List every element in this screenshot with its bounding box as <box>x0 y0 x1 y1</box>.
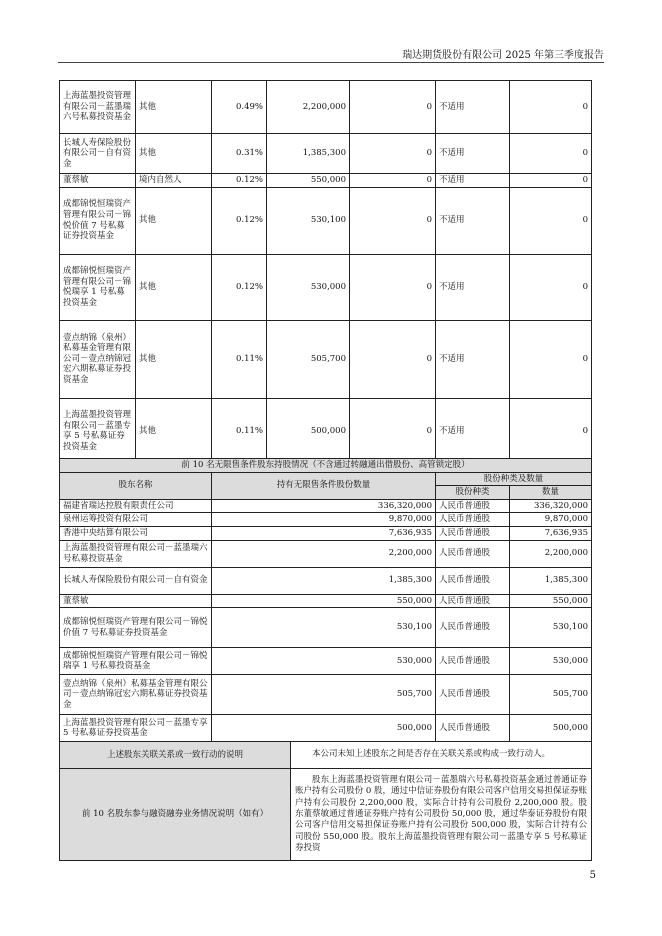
unrestricted-shares: 9,870,000 <box>212 513 436 527</box>
holder-name: 长城人寿保险股份有限公司－自有资金 <box>60 567 212 594</box>
unrestricted-shares: 505,700 <box>212 675 436 715</box>
holder-pct: 0.12% <box>212 254 267 320</box>
share-qty: 9,870,000 <box>510 513 592 527</box>
share-qty: 500,000 <box>510 715 592 742</box>
col-unrestricted-shares: 持有无限售条件股份数量 <box>212 472 436 499</box>
table-row <box>60 675 592 715</box>
holder-type: 境内自然人 <box>136 174 212 188</box>
holder-name: 董蔡敏 <box>60 594 212 608</box>
holder-type: 其他 <box>136 134 212 174</box>
share-qty: 7,636,935 <box>510 526 592 540</box>
restricted-shares: 0 <box>350 398 436 464</box>
table-row <box>60 254 592 320</box>
unrestricted-shares: 530,100 <box>212 608 436 648</box>
section-title-row <box>60 459 592 473</box>
table-row <box>60 499 592 513</box>
page-header <box>58 46 604 63</box>
holder-type: 其他 <box>136 81 212 134</box>
share-class: 人民币普通股 <box>436 675 510 715</box>
restricted-shares: 0 <box>350 81 436 134</box>
col-share-qty: 数量 <box>510 486 592 500</box>
table-row <box>60 594 592 608</box>
table-row <box>60 174 592 188</box>
table-row <box>60 513 592 527</box>
share-qty: 2,200,000 <box>510 540 592 567</box>
share-qty: 530,100 <box>510 608 592 648</box>
col-class-group: 股份种类及数量 <box>436 472 592 486</box>
holder-name: 福建省瑞达控股有限责任公司 <box>60 499 212 513</box>
holder-type: 其他 <box>136 254 212 320</box>
pledge-status: 不适用 <box>436 187 510 254</box>
share-class: 人民币普通股 <box>436 648 510 675</box>
holder-name: 成都锦悦恒瑞资产管理有限公司－锦悦价值 7 号私募证券投资基金 <box>60 608 212 648</box>
pledge-qty: 0 <box>510 398 592 464</box>
top-holders-table <box>59 80 592 465</box>
holder-shares: 2,200,000 <box>267 81 350 134</box>
share-qty: 530,000 <box>510 648 592 675</box>
margin-trading-text: 股东上海蓝墨投资管理有限公司－蓝墨瑞六号私募投资基金通过普通证券账户持有公司股份 0 股，通过中信证券股份有限公司客户信用交易担保证券账户持有公司股份 2,200,000 股，实际合计持有公司股份 2,200,000 股。股东董蔡敏通过普通证券账户持有公司股份 50,000 股，通过华泰证券股份有限公司客户信用交易担保证券账户持有公司股份 500,000 股，实际合计持有公司股份 550,000 股。股东上海蓝墨投资管理有限公司－蓝墨专享 5 号私募证券投资 <box>291 769 592 861</box>
holder-name: 上海蓝墨投资管理有限公司－蓝墨专享 5 号私募证券投资基金 <box>60 715 212 742</box>
col-holder-name: 股东名称 <box>60 472 212 499</box>
table-row <box>60 398 592 464</box>
share-qty: 1,385,300 <box>510 567 592 594</box>
restricted-shares: 0 <box>350 187 436 254</box>
share-class: 人民币普通股 <box>436 540 510 567</box>
restricted-shares: 0 <box>350 320 436 398</box>
holder-type: 其他 <box>136 398 212 464</box>
holder-name: 成都锦悦恒瑞资产管理有限公司－锦悦价值 7 号私募证券投资基金 <box>60 187 136 254</box>
table-row <box>60 608 592 648</box>
unrestricted-shares: 1,385,300 <box>212 567 436 594</box>
holder-pct: 0.49% <box>212 81 267 134</box>
table-row <box>60 567 592 594</box>
holder-shares: 505,700 <box>267 320 350 398</box>
margin-trading-label: 前 10 名股东参与融资融券业务情况说明（如有） <box>60 769 291 861</box>
holder-name: 成都锦悦恒瑞资产管理有限公司－锦悦瑞享 1 号私募投资基金 <box>60 254 136 320</box>
holder-type: 其他 <box>136 320 212 398</box>
holder-name: 成都锦悦恒瑞资产管理有限公司－锦悦瑞享 1 号私募投资基金 <box>60 648 212 675</box>
share-class: 人民币普通股 <box>436 513 510 527</box>
table-row <box>60 648 592 675</box>
table-row <box>60 715 592 742</box>
related-parties-row <box>60 742 592 769</box>
unrestricted-holders-table <box>59 458 592 861</box>
holder-name: 泉州运筹投资有限公司 <box>60 513 212 527</box>
holder-shares: 530,100 <box>267 187 350 254</box>
holder-name: 香港中央结算有限公司 <box>60 526 212 540</box>
holder-pct: 0.12% <box>212 187 267 254</box>
col-share-class: 股份种类 <box>436 486 510 500</box>
holder-name: 壹点纳锦（泉州）私募基金管理有限公司－壹点纳锦冠宏六期私募证券投资基金 <box>60 675 212 715</box>
holder-name: 上海蓝墨投资管理有限公司－蓝墨瑞六号私募投资基金 <box>60 540 212 567</box>
pledge-status: 不适用 <box>436 398 510 464</box>
share-qty: 550,000 <box>510 594 592 608</box>
pledge-status: 不适用 <box>436 81 510 134</box>
share-class: 人民币普通股 <box>436 499 510 513</box>
restricted-shares: 0 <box>350 134 436 174</box>
holder-name: 上海蓝墨投资管理有限公司－蓝墨瑞六号私募投资基金 <box>60 81 136 134</box>
share-class: 人民币普通股 <box>436 715 510 742</box>
pledge-status: 不适用 <box>436 320 510 398</box>
pledge-status: 不适用 <box>436 254 510 320</box>
table-row <box>60 526 592 540</box>
holder-shares: 550,000 <box>267 174 350 188</box>
unrestricted-shares: 2,200,000 <box>212 540 436 567</box>
holder-name: 上海蓝墨投资管理有限公司－蓝墨专享 5 号私募证券投资基金 <box>60 398 136 464</box>
unrestricted-shares: 7,636,935 <box>212 526 436 540</box>
section-title: 前 10 名无限售条件股东持股情况（不含通过转融通出借股份、高管锁定股） <box>60 459 592 473</box>
share-class: 人民币普通股 <box>436 526 510 540</box>
pledge-status: 不适用 <box>436 174 510 188</box>
share-class: 人民币普通股 <box>436 594 510 608</box>
share-qty: 505,700 <box>510 675 592 715</box>
table-row <box>60 81 592 134</box>
pledge-qty: 0 <box>510 134 592 174</box>
holder-name: 壹点纳锦（泉州）私募基金管理有限公司－壹点纳锦冠宏六期私募证券投资基金 <box>60 320 136 398</box>
pledge-qty: 0 <box>510 254 592 320</box>
share-class: 人民币普通股 <box>436 567 510 594</box>
holder-name: 董蔡敏 <box>60 174 136 188</box>
margin-trading-row <box>60 769 592 861</box>
holder-name: 长城人寿保险股份有限公司－自有资金 <box>60 134 136 174</box>
related-parties-label: 上述股东关联关系或一致行动的说明 <box>60 742 291 769</box>
unrestricted-shares: 530,000 <box>212 648 436 675</box>
unrestricted-shares: 500,000 <box>212 715 436 742</box>
share-class: 人民币普通股 <box>436 608 510 648</box>
page-number: 5 <box>589 870 596 881</box>
holder-type: 其他 <box>136 187 212 254</box>
share-qty: 336,320,000 <box>510 499 592 513</box>
table-row <box>60 540 592 567</box>
table-row <box>60 320 592 398</box>
pledge-qty: 0 <box>510 320 592 398</box>
unrestricted-shares: 550,000 <box>212 594 436 608</box>
pledge-qty: 0 <box>510 187 592 254</box>
pledge-qty: 0 <box>510 81 592 134</box>
holder-pct: 0.11% <box>212 398 267 464</box>
related-parties-text: 本公司未知上述股东之间是否存在关联关系或构成一致行动人。 <box>291 742 592 769</box>
table-row <box>60 187 592 254</box>
pledge-status: 不适用 <box>436 134 510 174</box>
pledge-qty: 0 <box>510 174 592 188</box>
table-header-row <box>60 472 592 486</box>
report-title: 瑞达期货股份有限公司 2025 年第三季度报告 <box>402 50 604 61</box>
unrestricted-shares: 336,320,000 <box>212 499 436 513</box>
restricted-shares: 0 <box>350 254 436 320</box>
holder-shares: 1,385,300 <box>267 134 350 174</box>
holder-pct: 0.31% <box>212 134 267 174</box>
table-row <box>60 134 592 174</box>
restricted-shares: 0 <box>350 174 436 188</box>
holder-pct: 0.12% <box>212 174 267 188</box>
holder-shares: 500,000 <box>267 398 350 464</box>
holder-pct: 0.11% <box>212 320 267 398</box>
holder-shares: 530,000 <box>267 254 350 320</box>
